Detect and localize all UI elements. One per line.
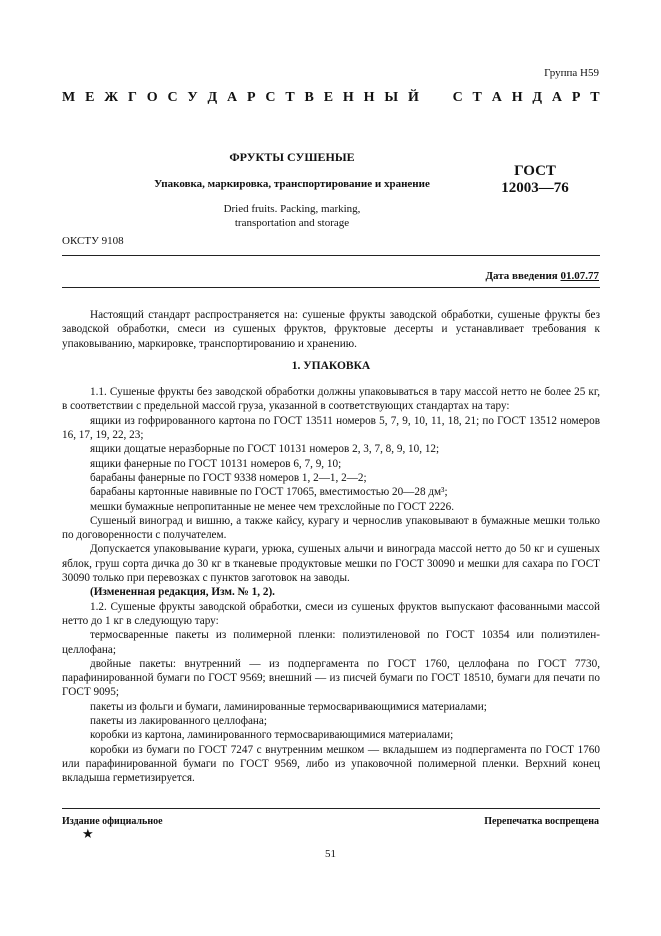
divider-date [62, 287, 600, 288]
banner-letter: Т [472, 90, 482, 105]
banner-letter: Е [323, 90, 334, 105]
gost-number [480, 163, 590, 197]
banner-letter: Н [511, 90, 523, 105]
banner-letter: Д [207, 90, 218, 105]
gost-code: 12003—76 [501, 180, 569, 196]
banner-letter: Ж [104, 90, 119, 105]
english-title-line-1: Dried fruits. Packing, marking, [223, 203, 361, 215]
list-item-plywood-boxes: ящики фанерные по ГОСТ 10131 номеров 6, 7, 9, 10; [90, 457, 342, 470]
okstu-code: ОКСТУ 9108 [62, 235, 124, 247]
divider-top [62, 255, 600, 256]
paragraph-1-2: 1.2. Сушеные фрукты заводской обработки, смеси из сушеных фруктов выпускают фасованными массой нетто до 1 кг в следующую тару: [62, 600, 600, 627]
banner-letter: С [167, 90, 178, 105]
list-item-plywood-drums: барабаны фанерные по ГОСТ 9338 номеров 1, 2—1, 2—2; [90, 471, 367, 484]
document-subtitle: Упаковка, маркировка, транспортирование и хранение [154, 178, 430, 190]
group-code: Группа Н59 [544, 67, 599, 79]
banner-letter: А [491, 90, 502, 105]
list-item-cardboard-boxes: коробки из картона, ламинированного термосваривающимися материалами; [90, 729, 454, 742]
revision-note: (Измененная редакция, Изм. № 1, 2). [90, 586, 275, 599]
list-item-carton-drums: барабаны картонные навивные по ГОСТ 17065, вместимостью 20—28 дм³; [90, 486, 448, 499]
list-item-foil-bags: пакеты из фольги и бумаги, ламинированные термосваривающимися материалами; [90, 700, 487, 713]
banner-letter: Г [127, 90, 137, 105]
standard-banner [62, 90, 600, 106]
banner-letter: А [551, 90, 563, 105]
star-icon: ★ [82, 826, 94, 841]
banner-letter: Н [342, 90, 354, 105]
banner-letter: М [62, 90, 76, 105]
paragraph-allowed: Допускается упаковывание кураги, урюка, сушеных алычи и винограда массой нетто до 50 кг и сушеных яблок, груш сорта дичка до 30 кг в тканевые продуктовые мешки по ГОСТ 30090 и мешки для сахара по ГОСТ 30090 только при перевозках с пунктов заготовок на заводы. [62, 543, 600, 585]
banner-letter: Р [246, 90, 256, 105]
paragraph-grapes: Сушеный виноград и вишню, а также кайсу, курагу и чернослив упаковывают в бумажные мешки только по договоренности с получателем. [62, 514, 600, 542]
intro-paragraph: Настоящий стандарт распространяется на: сушеные фрукты заводской обработки, сушеные фрукты без заводской обработки, смеси из сушеных фруктов, фруктовые десерты и устанавливает требования к упаковыванию, маркировке, транспортированию и хранению. [62, 309, 600, 350]
introduction-date-label: Дата введения [485, 270, 558, 282]
divider-footer [62, 808, 600, 809]
gost-label: ГОСТ [514, 163, 556, 179]
list-item-paper-bags: мешки бумажные непропитанные не менее чем трехслойные по ГОСТ 2226. [90, 500, 455, 513]
introduction-date [485, 270, 599, 282]
paragraph-1-1: 1.1. Сушеные фрукты без заводской обработки должны упаковываться в тару массой нетто не более 25 кг, в соответствии с предельной массой груза, указанной в соответствующих стандартах на тару: [62, 386, 600, 413]
list-item-double-bags: двойные пакеты: внутренний — из подпергамента по ГОСТ 1760, целлофана по ГОСТ 7730, парафинированной бумаги по ГОСТ 9569; внешний — из писчей бумаги по ГОСТ 18510, бумаги для печати по ГОСТ 9095; [62, 657, 600, 699]
banner-letter: А [227, 90, 238, 105]
list-item-carton-boxes: ящики из гофрированного картона по ГОСТ 13511 номеров 5, 7, 9, 10, 11, 18, 21; по ГОСТ 13512 номеров 16, 17, 19, 22, 23; [62, 414, 600, 442]
banner-letter: Й [407, 90, 419, 105]
banner-letter: Т [285, 90, 295, 105]
banner-letter: Ы [384, 90, 399, 105]
section-title-packing: 1. УПАКОВКА [291, 359, 371, 372]
banner-letter: С [452, 90, 463, 105]
banner-letter: О [146, 90, 158, 105]
banner-letter: В [304, 90, 314, 105]
list-item-paper-boxes: коробки из бумаги по ГОСТ 7247 с внутренним мешком — вкладышем из подпергамента по ГОСТ 1760 или парафинированной бумаги по ГОСТ 9569, либо из упаковочной полимерной пленки. Верхний конец вкладыша герметизируется. [62, 743, 600, 785]
list-item-thermo-bags: термосваренные пакеты из полимерной пленки: полиэтиленовой по ГОСТ 10354 или полиэтилен-целлофана; [62, 629, 600, 656]
introduction-date-value: 01.07.77 [560, 270, 599, 282]
banner-letter: Е [85, 90, 95, 105]
banner-letter: Д [532, 90, 543, 105]
banner-letter: У [187, 90, 198, 105]
list-item-wood-boxes: ящики дощатые неразборные по ГОСТ 10131 номеров 2, 3, 7, 8, 9, 10, 12; [90, 443, 440, 456]
official-edition-label: Издание официальное [62, 816, 163, 827]
list-item-cellophane-bags: пакеты из лакированного целлофана; [90, 715, 267, 728]
banner-letter: Р [571, 90, 581, 105]
document-title: ФРУКТЫ СУШЕНЫЕ [229, 150, 355, 164]
page-number: 51 [325, 848, 336, 860]
english-title [62, 202, 522, 230]
banner-letter: Т [590, 90, 600, 105]
reprint-prohibited-label: Перепечатка воспрещена [484, 816, 599, 827]
banner-letter: Н [363, 90, 375, 105]
english-title-line-2: transportation and storage [234, 217, 350, 229]
banner-letter: С [265, 90, 276, 105]
document-body [62, 308, 600, 786]
